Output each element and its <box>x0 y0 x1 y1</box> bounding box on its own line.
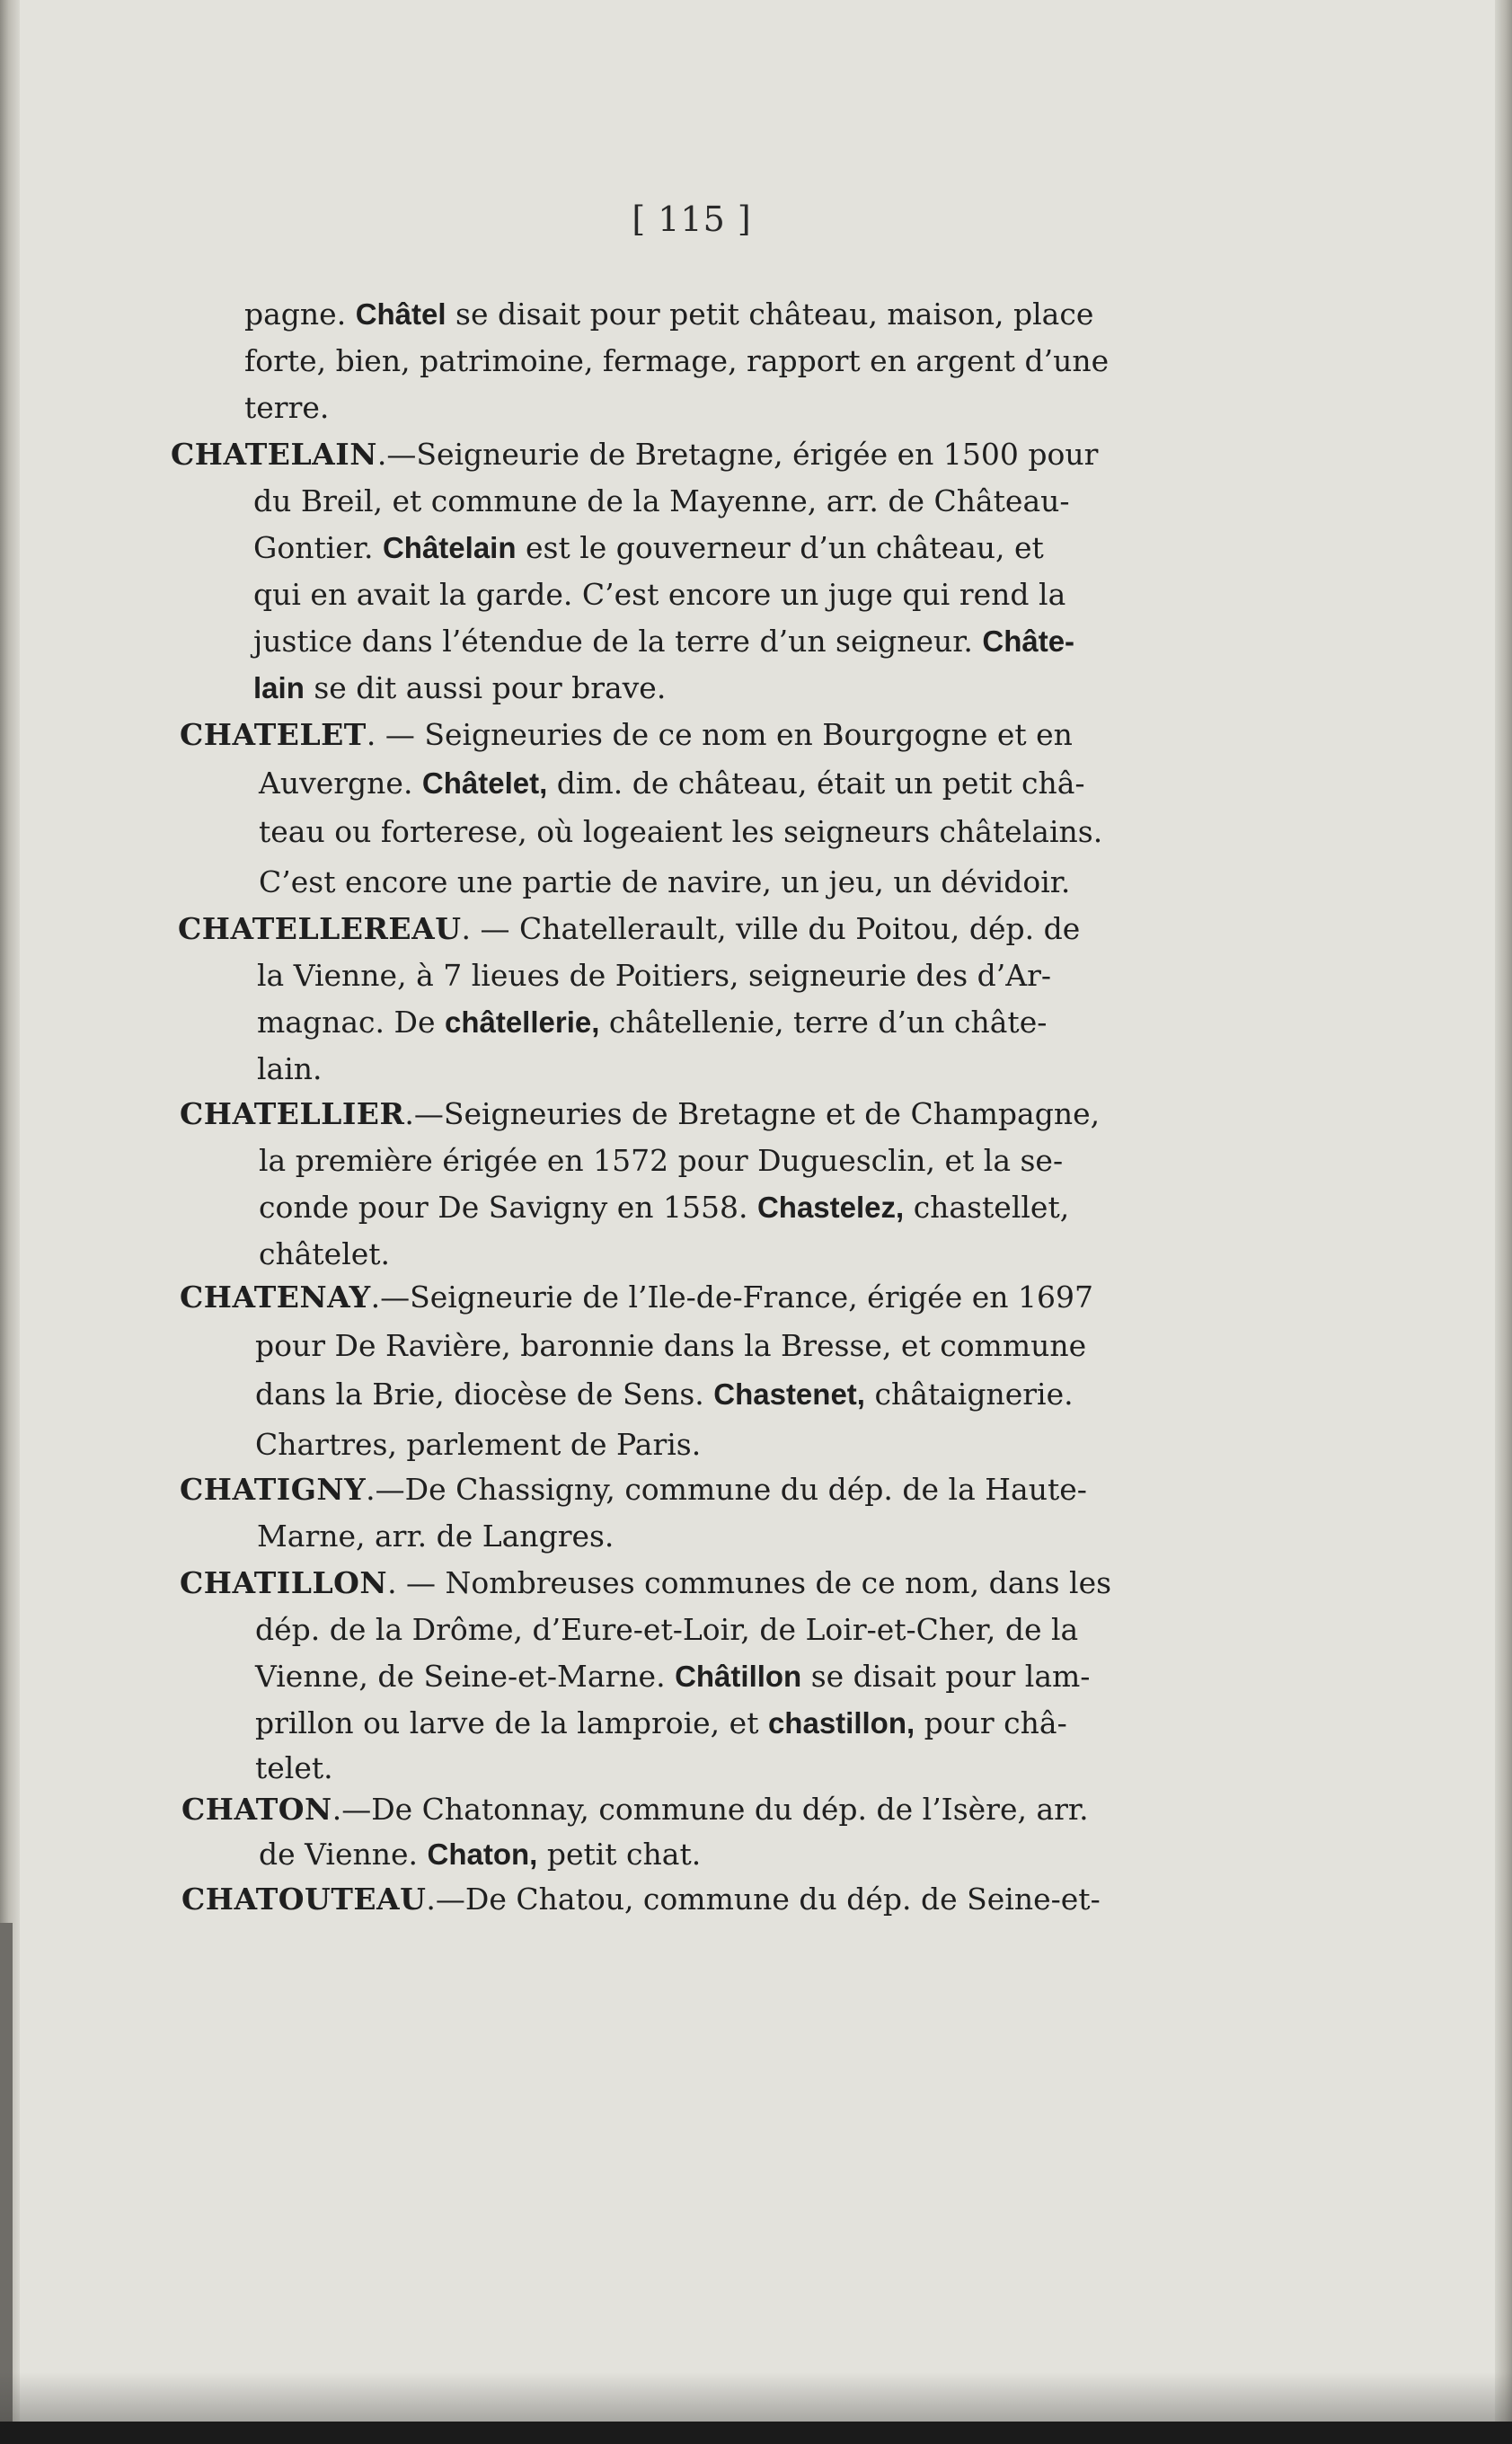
entry-headword: CHATELLIER <box>180 1096 405 1131</box>
text-line <box>244 297 1093 332</box>
entry-headword: CHATON <box>181 1792 332 1827</box>
entry-line <box>178 911 1080 947</box>
text-line <box>255 1377 1074 1412</box>
line-text: châtellenie, terre d’un châte- <box>599 1005 1048 1040</box>
bold-term: Châte- <box>982 624 1075 658</box>
bold-term: Chaton, <box>427 1837 538 1871</box>
line-text: teau ou forterese, où logeaient les seigneurs châtelains. <box>259 814 1103 849</box>
line-text: forte, bien, patrimoine, fermage, rapport en argent d’une <box>244 343 1110 378</box>
line-text: pagne. <box>244 297 356 332</box>
line-text: Vienne, de Seine-et-Marne. <box>255 1659 676 1694</box>
line-text: telet. <box>255 1750 333 1785</box>
entry-headword: CHATILLON <box>180 1565 388 1600</box>
line-text: conde pour De Savigny en 1558. <box>259 1190 757 1225</box>
bold-term: lain <box>253 671 305 704</box>
text-line <box>255 1328 1086 1364</box>
text-line <box>259 864 1070 900</box>
entry-headword: CHATELAIN <box>171 437 377 472</box>
line-text: est le gouverneur d’un château, et <box>516 530 1044 565</box>
line-text: Auvergne. <box>259 766 422 801</box>
entry-line <box>171 437 1098 473</box>
line-text: .—De Chassigny, commune du dép. de la Haute- <box>366 1472 1087 1507</box>
entry-line <box>180 1565 1111 1601</box>
entry-headword: CHATIGNY <box>180 1472 367 1507</box>
text-line <box>257 958 1051 994</box>
bold-term: Châtillon <box>675 1660 802 1693</box>
line-text: petit chat. <box>537 1837 702 1872</box>
line-text: se dit aussi pour brave. <box>304 670 667 705</box>
line-text: terre. <box>244 390 330 425</box>
line-text: chastellet, <box>904 1190 1070 1225</box>
line-text: .—Seigneurie de l’Ile-de-France, érigée en 1697 <box>370 1280 1093 1315</box>
line-text: la Vienne, à 7 lieues de Poitiers, seigneurie des d’Ar- <box>257 958 1052 993</box>
line-text: châtelet. <box>259 1236 391 1271</box>
line-text: C’est encore une partie de navire, un jeu, un dévidoir. <box>259 864 1071 899</box>
bold-term: Châtelet, <box>421 766 548 800</box>
text-line <box>259 1837 701 1873</box>
text-line <box>255 1659 1090 1695</box>
text-line <box>259 1143 1063 1179</box>
text-line <box>257 1051 323 1087</box>
text-line <box>253 670 666 706</box>
page-bottom-shadow <box>0 2372 1512 2422</box>
entry-line <box>181 1792 1089 1828</box>
line-text: du Breil, et commune de la Mayenne, arr. de Château- <box>253 483 1070 518</box>
bold-term: Chastelez, <box>756 1191 905 1224</box>
entry-headword: CHATELLEREAU <box>178 911 462 946</box>
text-line <box>253 530 1044 566</box>
line-text: de Vienne. <box>259 1837 428 1872</box>
line-text: . — Chatellerault, ville du Poitou, dép. de <box>461 911 1081 946</box>
text-line <box>255 1612 1078 1648</box>
text-line <box>257 1005 1047 1040</box>
line-text: qui en avait la garde. C’est encore un juge qui rend la <box>253 577 1066 612</box>
entry-headword: CHATELET <box>180 717 367 752</box>
text-line <box>255 1427 701 1463</box>
line-text: Chartres, parlement de Paris. <box>255 1427 702 1462</box>
line-text: lain. <box>257 1051 323 1086</box>
entry-line <box>180 1472 1087 1508</box>
text-line <box>244 343 1109 379</box>
line-text: dép. de la Drôme, d’Eure-et-Loir, de Loir-et-Cher, de la <box>255 1612 1079 1647</box>
scan-bottom-border <box>0 2422 1512 2444</box>
line-text: châtaignerie. <box>864 1377 1074 1412</box>
entry-headword: CHATOUTEAU <box>181 1882 427 1917</box>
text-line <box>259 766 1085 801</box>
line-text: Marne, arr. de Langres. <box>257 1519 615 1554</box>
line-text: magnac. De <box>257 1005 445 1040</box>
line-text: Gontier. <box>253 530 383 565</box>
entry-line <box>180 1096 1100 1132</box>
text-line <box>259 814 1102 850</box>
page-number: [ 115 ] <box>632 199 752 239</box>
line-text: .—De Chatonnay, commune du dép. de l’Isère, arr. <box>332 1792 1089 1827</box>
line-text: prillon ou larve de la lamproie, et <box>255 1705 768 1740</box>
line-text: .—Seigneuries de Bretagne et de Champagne, <box>404 1096 1101 1131</box>
text-line <box>259 1236 390 1272</box>
text-line <box>253 483 1070 519</box>
bold-term: châtellerie, <box>444 1005 600 1039</box>
text-line <box>253 577 1065 613</box>
line-text: dans la Brie, diocèse de Sens. <box>255 1377 714 1412</box>
line-text: justice dans l’étendue de la terre d’un seigneur. <box>253 624 983 659</box>
line-text: pour De Ravière, baronnie dans la Bresse, et commune <box>255 1328 1087 1363</box>
entry-line <box>180 717 1073 753</box>
bold-term: Châtel <box>355 297 447 331</box>
line-text: dim. de château, était un petit châ- <box>547 766 1085 801</box>
line-text: pour châ- <box>915 1705 1067 1740</box>
bold-term: chastillon, <box>767 1706 915 1740</box>
text-line <box>244 390 329 426</box>
text-line <box>253 624 1074 660</box>
line-text: .—De Chatou, commune du dép. de Seine-et- <box>426 1882 1101 1917</box>
entry-headword: CHATENAY <box>180 1280 371 1315</box>
text-line <box>259 1190 1069 1226</box>
text-line <box>257 1519 614 1554</box>
entry-line <box>180 1280 1093 1315</box>
page-left-edge-shadow <box>0 1923 13 2444</box>
line-text: se disait pour petit château, maison, place <box>446 297 1094 332</box>
bold-term: Châtelain <box>382 531 517 564</box>
line-text: . — Seigneuries de ce nom en Bourgogne et en <box>366 717 1073 752</box>
text-line <box>255 1705 1067 1741</box>
bold-term: Chastenet, <box>713 1377 865 1411</box>
entry-line <box>181 1882 1101 1917</box>
line-text: la première érigée en 1572 pour Duguesclin, et la se- <box>259 1143 1064 1178</box>
text-line <box>255 1750 333 1786</box>
page-right-edge <box>1495 0 1512 2444</box>
line-text: . — Nombreuses communes de ce nom, dans les <box>387 1565 1112 1600</box>
line-text: .—Seigneurie de Bretagne, érigée en 1500 pour <box>376 437 1099 472</box>
line-text: se disait pour lam- <box>801 1659 1091 1694</box>
